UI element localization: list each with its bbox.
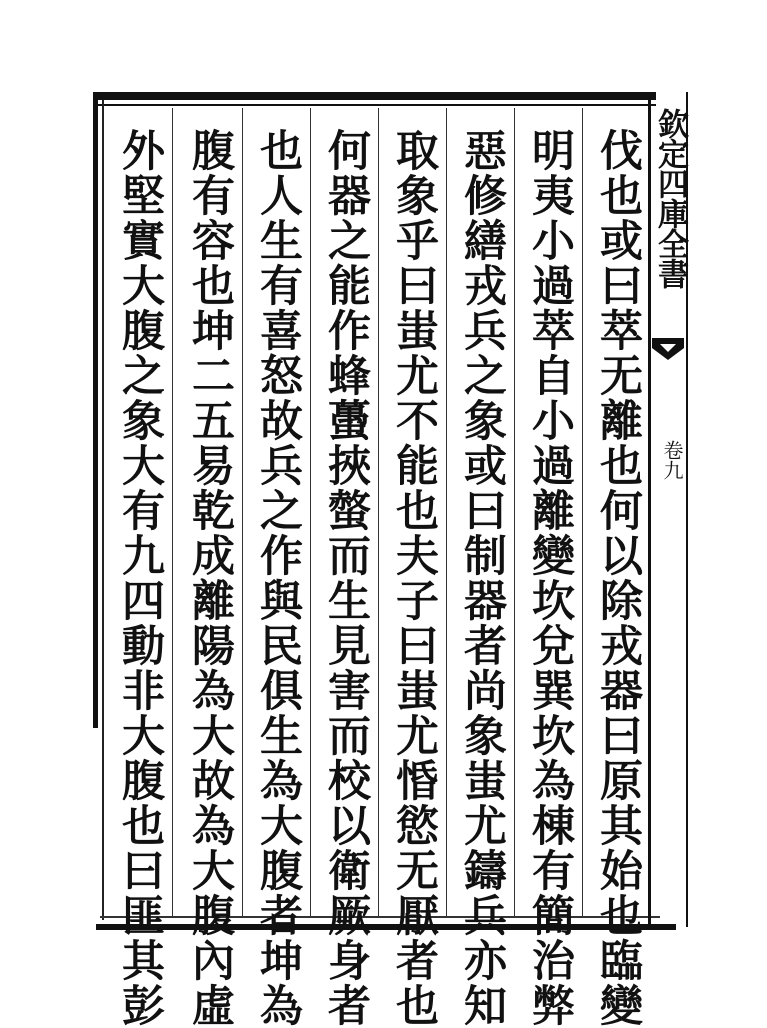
text-column-1: 伐也或曰萃无離也何以除戎器曰原其始也臨變 <box>593 128 643 1028</box>
text-column-2: 明夷小過萃自小過離變坎兌巽坎為棟有簡治弊 <box>525 128 575 1028</box>
fish-tail-mark-icon <box>650 336 686 364</box>
frame-left-border <box>93 92 98 728</box>
text-column-6: 也人生有喜怒故兵之作與民俱生為大腹者坤為 <box>253 128 303 1028</box>
column-rule <box>446 108 447 916</box>
column-rule <box>310 108 311 916</box>
margin-volume-label: 卷九 <box>660 440 684 480</box>
text-column-5: 何器之能作蜂蠆挾螫而生見害而校以衛厥身者 <box>321 128 371 1028</box>
column-rule <box>172 108 173 916</box>
text-column-8: 外堅實大腹之象大有九四動非大腹也曰匪其彭 <box>115 128 165 1028</box>
frame-left-inner-border <box>102 100 104 920</box>
text-column-4: 取象乎曰蚩尤不能也夫子曰蚩尤惛慾无厭者也 <box>389 128 439 1028</box>
column-rule <box>514 108 515 916</box>
text-column-3: 惡修繕戎兵之象或曰制器者尚象蚩尤鑄兵亦知 <box>457 128 507 1028</box>
column-rule <box>378 108 379 916</box>
frame-top-inner-border <box>96 104 656 106</box>
frame-top-border <box>96 92 656 100</box>
column-rule <box>582 108 583 916</box>
margin-book-title: 欽定四庫全書 <box>652 108 688 288</box>
column-rule <box>242 108 243 916</box>
text-column-7: 腹有容也坤二五易乾成離陽為大故為大腹內虛 <box>185 128 235 1028</box>
frame-right-border <box>648 92 651 927</box>
